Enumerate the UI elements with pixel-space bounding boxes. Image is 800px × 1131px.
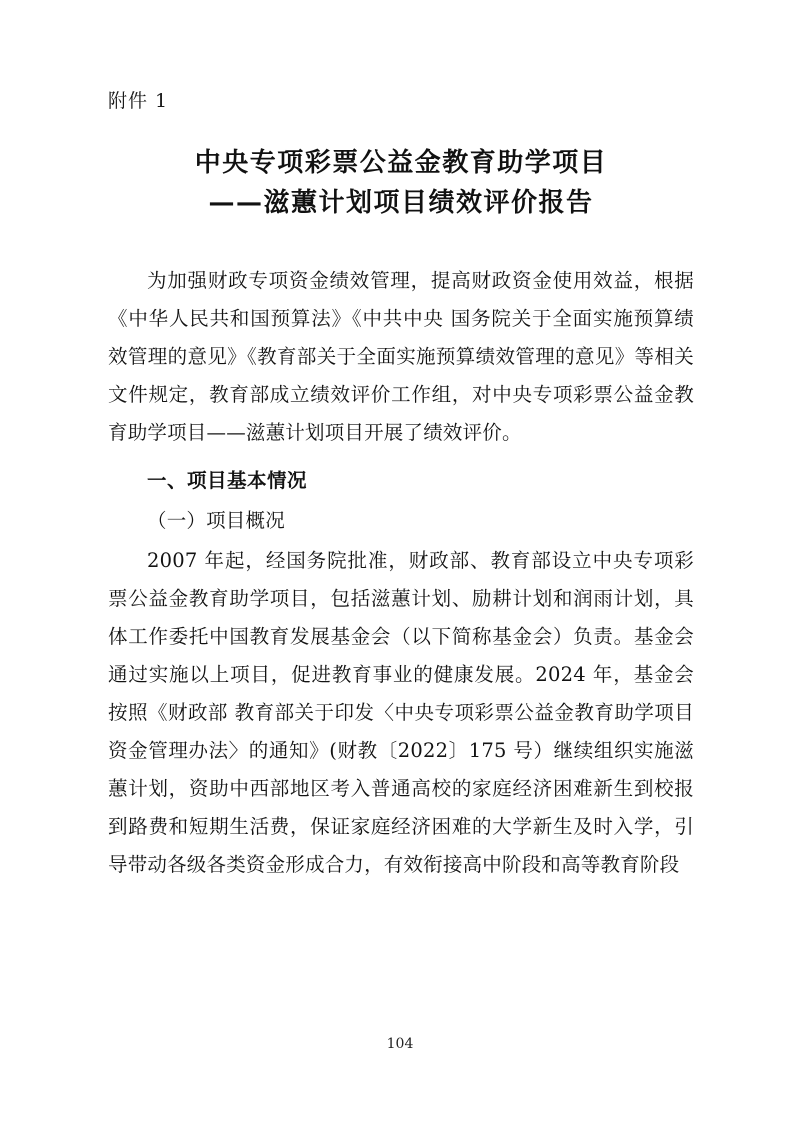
paragraph-project-overview: 2007 年起，经国务院批准，财政部、教育部设立中央专项彩票公益金教育助学项目，包括滋蕙计划、励耕计划和润雨计划，具体工作委托中国教育发展基金会（以下简称基金会）负责。基金会通过实施以上项目，促进教育事业的健康发展。2024 年，基金会按照《财政部 教育部关于印发〈中央专项彩票公益金教育助学项目资金管理办法〉的通知》(财教〔2022〕175 号）继续组织实施滋蕙计划，资助中西部地区考入普通高校的家庭经济困难新生到校报到路费和短期生活费，保证家庭经济困难的大学新生及时入学，引导带动各级各类资金形成合力，有效衔接高中阶段和高等教育阶段 (108, 548, 694, 876)
page-title (108, 143, 694, 224)
page-number: 104 (386, 1036, 414, 1052)
attachment-label: 附件 1 (108, 90, 169, 112)
title-line-2: ——滋蕙计划项目绩效评价报告 (208, 188, 594, 219)
section-heading-1: 一、项目基本情况 (147, 468, 308, 492)
title-line-1: 中央专项彩票公益金教育助学项目 (194, 148, 608, 178)
document-body (108, 262, 694, 884)
paragraph-intro: 为加强财政专项资金绩效管理，提高财政资金使用效益，根据《中华人民共和国预算法》《中共中央 国务院关于全面实施预算绩效管理的意见》《教育部关于全面实施预算绩效管理的意见》等相关文件规定，教育部成立绩效评价工作组，对中央专项彩票公益金教育助学项目——滋蕙计划项目开展了绩效评价。 (108, 268, 694, 444)
subsection-heading-1: （一）项目概况 (147, 508, 285, 532)
document-content (108, 86, 694, 888)
